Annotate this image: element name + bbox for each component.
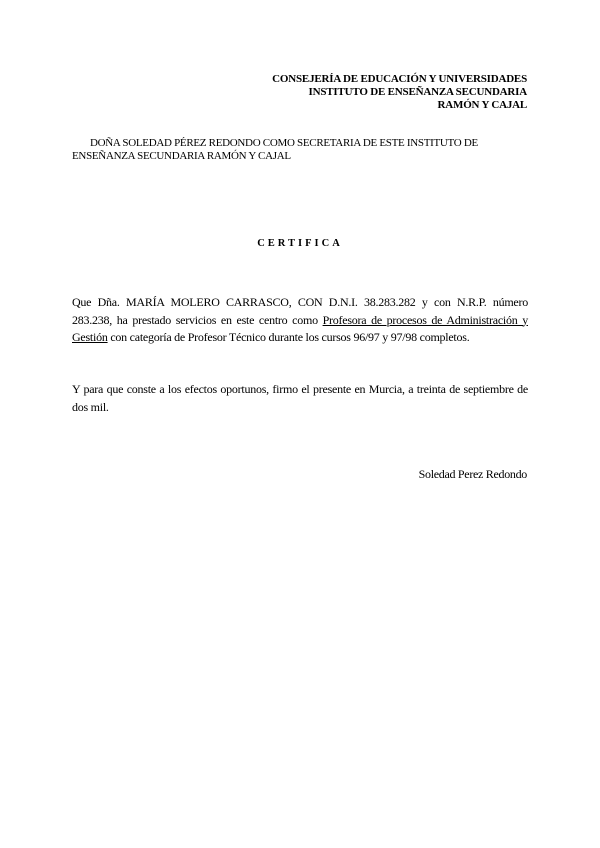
closing-paragraph: Y para que conste a los efectos oportunos, firmo el presente en Murcia, a treinta de septiembre de dos mil. (72, 382, 528, 414)
letterhead-school-name: RAMÓN Y CAJAL (437, 99, 527, 111)
certifica-title: CERTIFICA (257, 238, 343, 249)
signature-name: Soledad Perez Redondo (418, 467, 527, 481)
paragraph1-text-after: con categoría de Profesor Técnico durante los cursos 96/97 y 97/98 completos. (107, 330, 470, 344)
letterhead-consejeria: CONSEJERÍA DE EDUCACIÓN Y UNIVERSIDADES (272, 73, 527, 85)
intro-line-2: ENSEÑANZA SECUNDARIA RAMÓN Y CAJAL (72, 150, 291, 162)
letterhead (272, 73, 527, 112)
paragraph1-text-before: Que Dña. MARÍA MOLERO CARRASCO, CON D.N.I. 38.283.282 y con N.R.P. número 283.238, ha prestado servicios en este centro como (72, 295, 528, 327)
certification-paragraph (72, 294, 528, 347)
job-title-underlined: Profesora de procesos de Administración y Gestión (72, 312, 528, 344)
intro-statement (72, 137, 528, 163)
letterhead-instituto: INSTITUTO DE ENSEÑANZA SECUNDARIA (308, 86, 527, 98)
intro-line-1: DOÑA SOLEDAD PÉREZ REDONDO COMO SECRETARIA DE ESTE INSTITUTO DE (90, 137, 478, 149)
